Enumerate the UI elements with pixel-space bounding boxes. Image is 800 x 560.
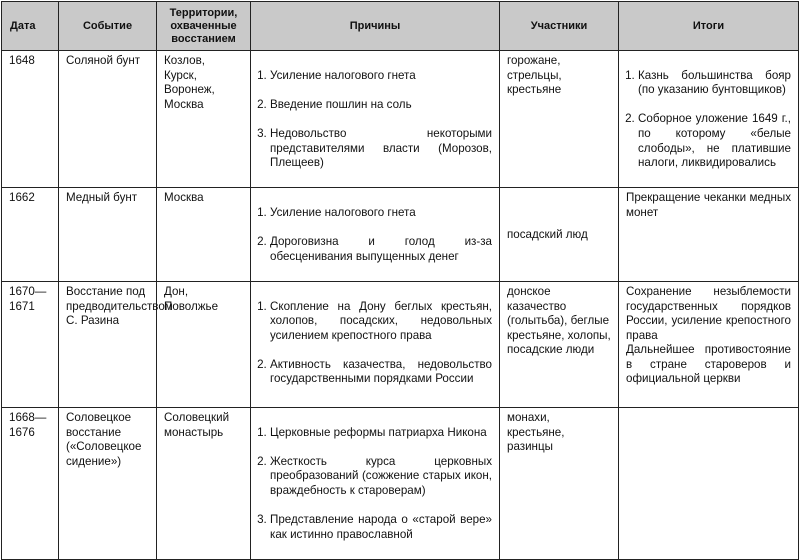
table-row [2, 188, 799, 282]
results-text: Прекращение чеканки медных монет [626, 191, 791, 219]
table-header-row [2, 2, 799, 51]
participants-text: донское казачество (голытьба), беглые крестьяне, холопы, посадские люди [507, 284, 611, 357]
table-row [2, 281, 799, 407]
cell-date [2, 51, 59, 188]
cell-results [619, 407, 799, 559]
cell-results [619, 188, 799, 282]
cause-item: 1. Усиление налогового гнета [270, 69, 492, 84]
cell-causes [251, 188, 500, 282]
date-text: 1648 [9, 54, 35, 67]
header-participants: Участники [500, 2, 619, 51]
header-territory: Территории, охваченные восстанием [157, 2, 251, 51]
cell-date [2, 281, 59, 407]
cell-causes [251, 51, 500, 188]
cause-item: 1. Усиление налогового гнета [270, 206, 492, 221]
cause-item: 3. Недовольство некоторыми представителями власти (Морозов, Плещеев) [270, 127, 492, 171]
cause-item: 1. Скопление на Дону беглых крестьян, холопов, посадских, недовольных усилением крепостного права [270, 300, 492, 344]
cell-event [59, 51, 157, 188]
cell-territory [157, 407, 251, 559]
cell-event [59, 407, 157, 559]
cell-participants [500, 281, 619, 407]
cell-territory [157, 188, 251, 282]
date-text: 1670— 1671 [9, 284, 47, 313]
cell-event [59, 188, 157, 282]
results-list [626, 54, 791, 185]
territory-text: Москва [164, 191, 204, 205]
header-event: Событие [59, 2, 157, 51]
result-item: 1. Казнь большинства бояр (по указанию бунтовщиков) [638, 69, 791, 98]
cell-participants [500, 188, 619, 282]
cell-results [619, 281, 799, 407]
cell-date [2, 407, 59, 559]
cell-event [59, 281, 173, 407]
header-date: Дата [2, 2, 59, 51]
causes-list [258, 54, 492, 185]
participants-text: монахи, крестьяне, разинцы [507, 410, 565, 454]
causes-list [258, 411, 492, 557]
event-text: Восстание под предводительством С. Разина [66, 284, 173, 328]
cell-participants [500, 51, 619, 188]
uprisings-table [1, 1, 799, 560]
cell-causes [251, 407, 500, 559]
cause-item: 2. Активность казачества, недовольство государственными порядками России [270, 358, 492, 387]
cell-territory [157, 51, 251, 188]
territory-text: Соловецкий монастырь [164, 410, 230, 439]
cell-participants [500, 407, 619, 559]
table-row [2, 51, 799, 188]
result-item: 2. Соборное уложение 1649 г., по которому «белые слободы», не платившие налоги, ликвидировались [638, 112, 791, 170]
cell-causes [251, 281, 500, 407]
event-text: Соловецкое восстание («Соловецкое сидение») [66, 410, 142, 468]
cell-results [619, 51, 799, 188]
header-results: Итоги [619, 2, 799, 51]
territory-text: Дон, Поволжье [164, 284, 219, 313]
causes-list [258, 191, 492, 279]
event-text: Соляной бунт [66, 54, 141, 67]
results-text: Сохранение незыблемости государственных порядков России, усиление крепостного права Дальнейшее противостояние в стране староверов и официальной церкви [626, 284, 791, 386]
territory-text: Козлов, Курск, Воронеж, Москва [164, 54, 215, 111]
date-text: 1662 [9, 191, 35, 205]
event-text: Медный бунт [66, 191, 138, 205]
cell-territory [157, 281, 251, 407]
cause-item: 2. Дороговизна и голод из-за обесценивания выпущенных денег [270, 235, 492, 264]
cell-date [2, 188, 59, 282]
date-text: 1668— 1676 [9, 410, 47, 439]
cause-item: 2. Введение пошлин на соль [270, 98, 492, 113]
header-causes: Причины [251, 2, 500, 51]
cause-item: 3. Представление народа о «старой вере» как истинно православной [270, 513, 492, 542]
participants-text: горожане, стрельцы, крестьяне [507, 54, 562, 97]
causes-list [258, 285, 492, 402]
table-row [2, 407, 799, 559]
cause-item: 2. Жесткость курса церковных преобразований (сожжение старых икон, враждебность к староверам) [270, 455, 492, 499]
participants-text: посадский люд [507, 227, 588, 241]
cause-item: 1. Церковные реформы патриарха Никона [270, 426, 492, 441]
